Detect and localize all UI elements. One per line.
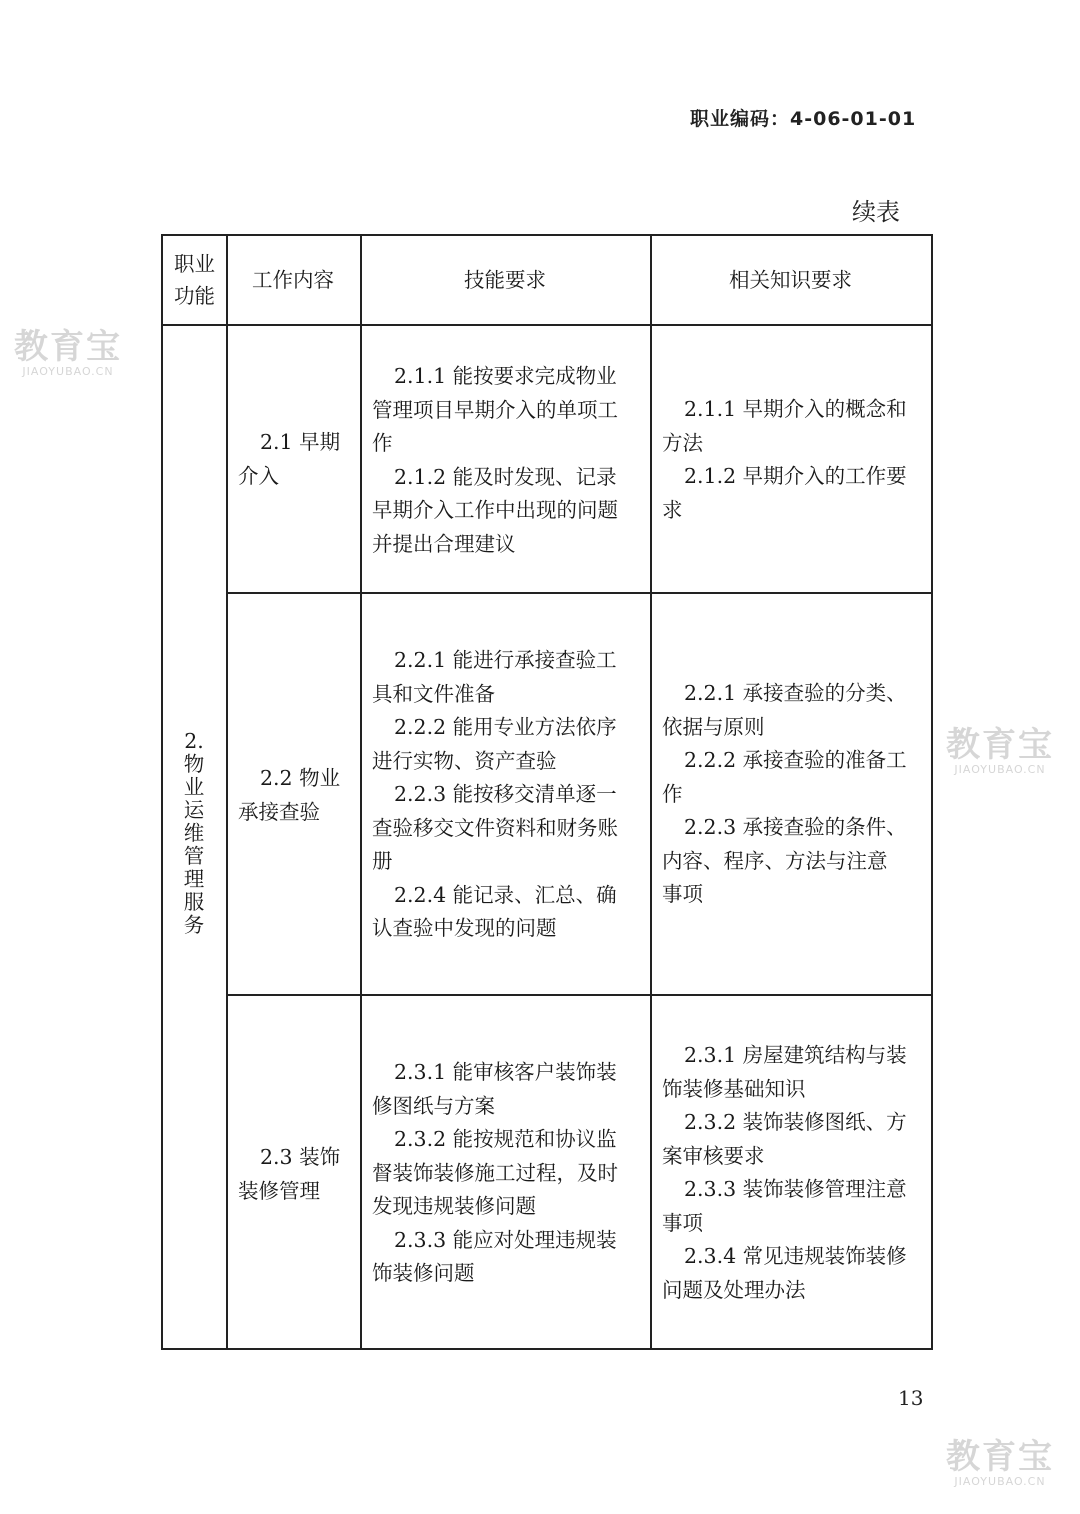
skills-2-3: 2.3.1 能审核客户装饰装 修图纸与方案 2.3.2 能按规范和协议监 督装饰装修施工过程，及时 发现违规装修问题 2.3.3 能应对处理违规装 饰装修问题 [372, 1060, 618, 1285]
skills-2-2: 2.2.1 能进行承接查验工 具和文件准备 2.2.2 能用专业方法依序 进行实物、资产查验 2.2.3 能按移交清单逐一 查验移交文件资料和财务账 册 2.2.4 能记录、汇总、确 认查验中发现的问题 [372, 648, 618, 940]
function-label: 2. 物 业 运 维 管 理 服 务 [183, 729, 205, 937]
header-divider [163, 324, 931, 326]
work-content-2-3: 2.3 装饰 装修管理 [238, 1145, 341, 1203]
knowledge-2-3: 2.3.1 房屋建筑结构与装 饰装修基础知识 2.3.2 装饰装修图纸、方 案审核要求 2.3.3 装饰装修管理注意 事项 2.3.4 常见违规装饰装修 问题及处理办法 [662, 1043, 907, 1302]
knowledge-2-2: 2.2.1 承接查验的分类、 依据与原则 2.2.2 承接查验的准备工 作 2.2.3 承接查验的条件、 内容、程序、方法与注意 事项 [662, 681, 907, 906]
skills-2-1: 2.1.1 能按要求完成物业 管理项目早期介入的单项工 作 2.1.2 能及时发现、记录 早期介入工作中出现的问题 并提出合理建议 [372, 364, 618, 556]
work-content-2-2: 2.2 物业 承接查验 [238, 766, 341, 824]
row-divider [226, 592, 931, 594]
header-skills: 技能要求 [464, 268, 546, 292]
header-work-content: 工作内容 [252, 268, 334, 292]
page-number: 13 [898, 1386, 924, 1410]
watermark-logo: 教育宝 JIAOYUBAO.CN [946, 1437, 1054, 1488]
column-divider [650, 236, 652, 1348]
continued-label: 续表 [852, 198, 900, 226]
knowledge-2-1: 2.1.1 早期介入的概念和 方法 2.1.2 早期介入的工作要 求 [662, 397, 907, 522]
work-content-2-1: 2.1 早期 介入 [238, 430, 341, 488]
column-divider [360, 236, 362, 1348]
watermark-logo: 教育宝 JIAOYUBAO.CN [14, 327, 122, 378]
header-knowledge: 相关知识要求 [729, 268, 852, 292]
header-function: 职业 功能 [174, 252, 215, 308]
occupation-code: 职业编码：4-06-01-01 [690, 108, 917, 130]
column-divider [226, 236, 228, 1348]
watermark-logo: 教育宝 JIAOYUBAO.CN [946, 725, 1054, 776]
row-divider [226, 994, 931, 996]
skills-table [161, 234, 933, 1350]
